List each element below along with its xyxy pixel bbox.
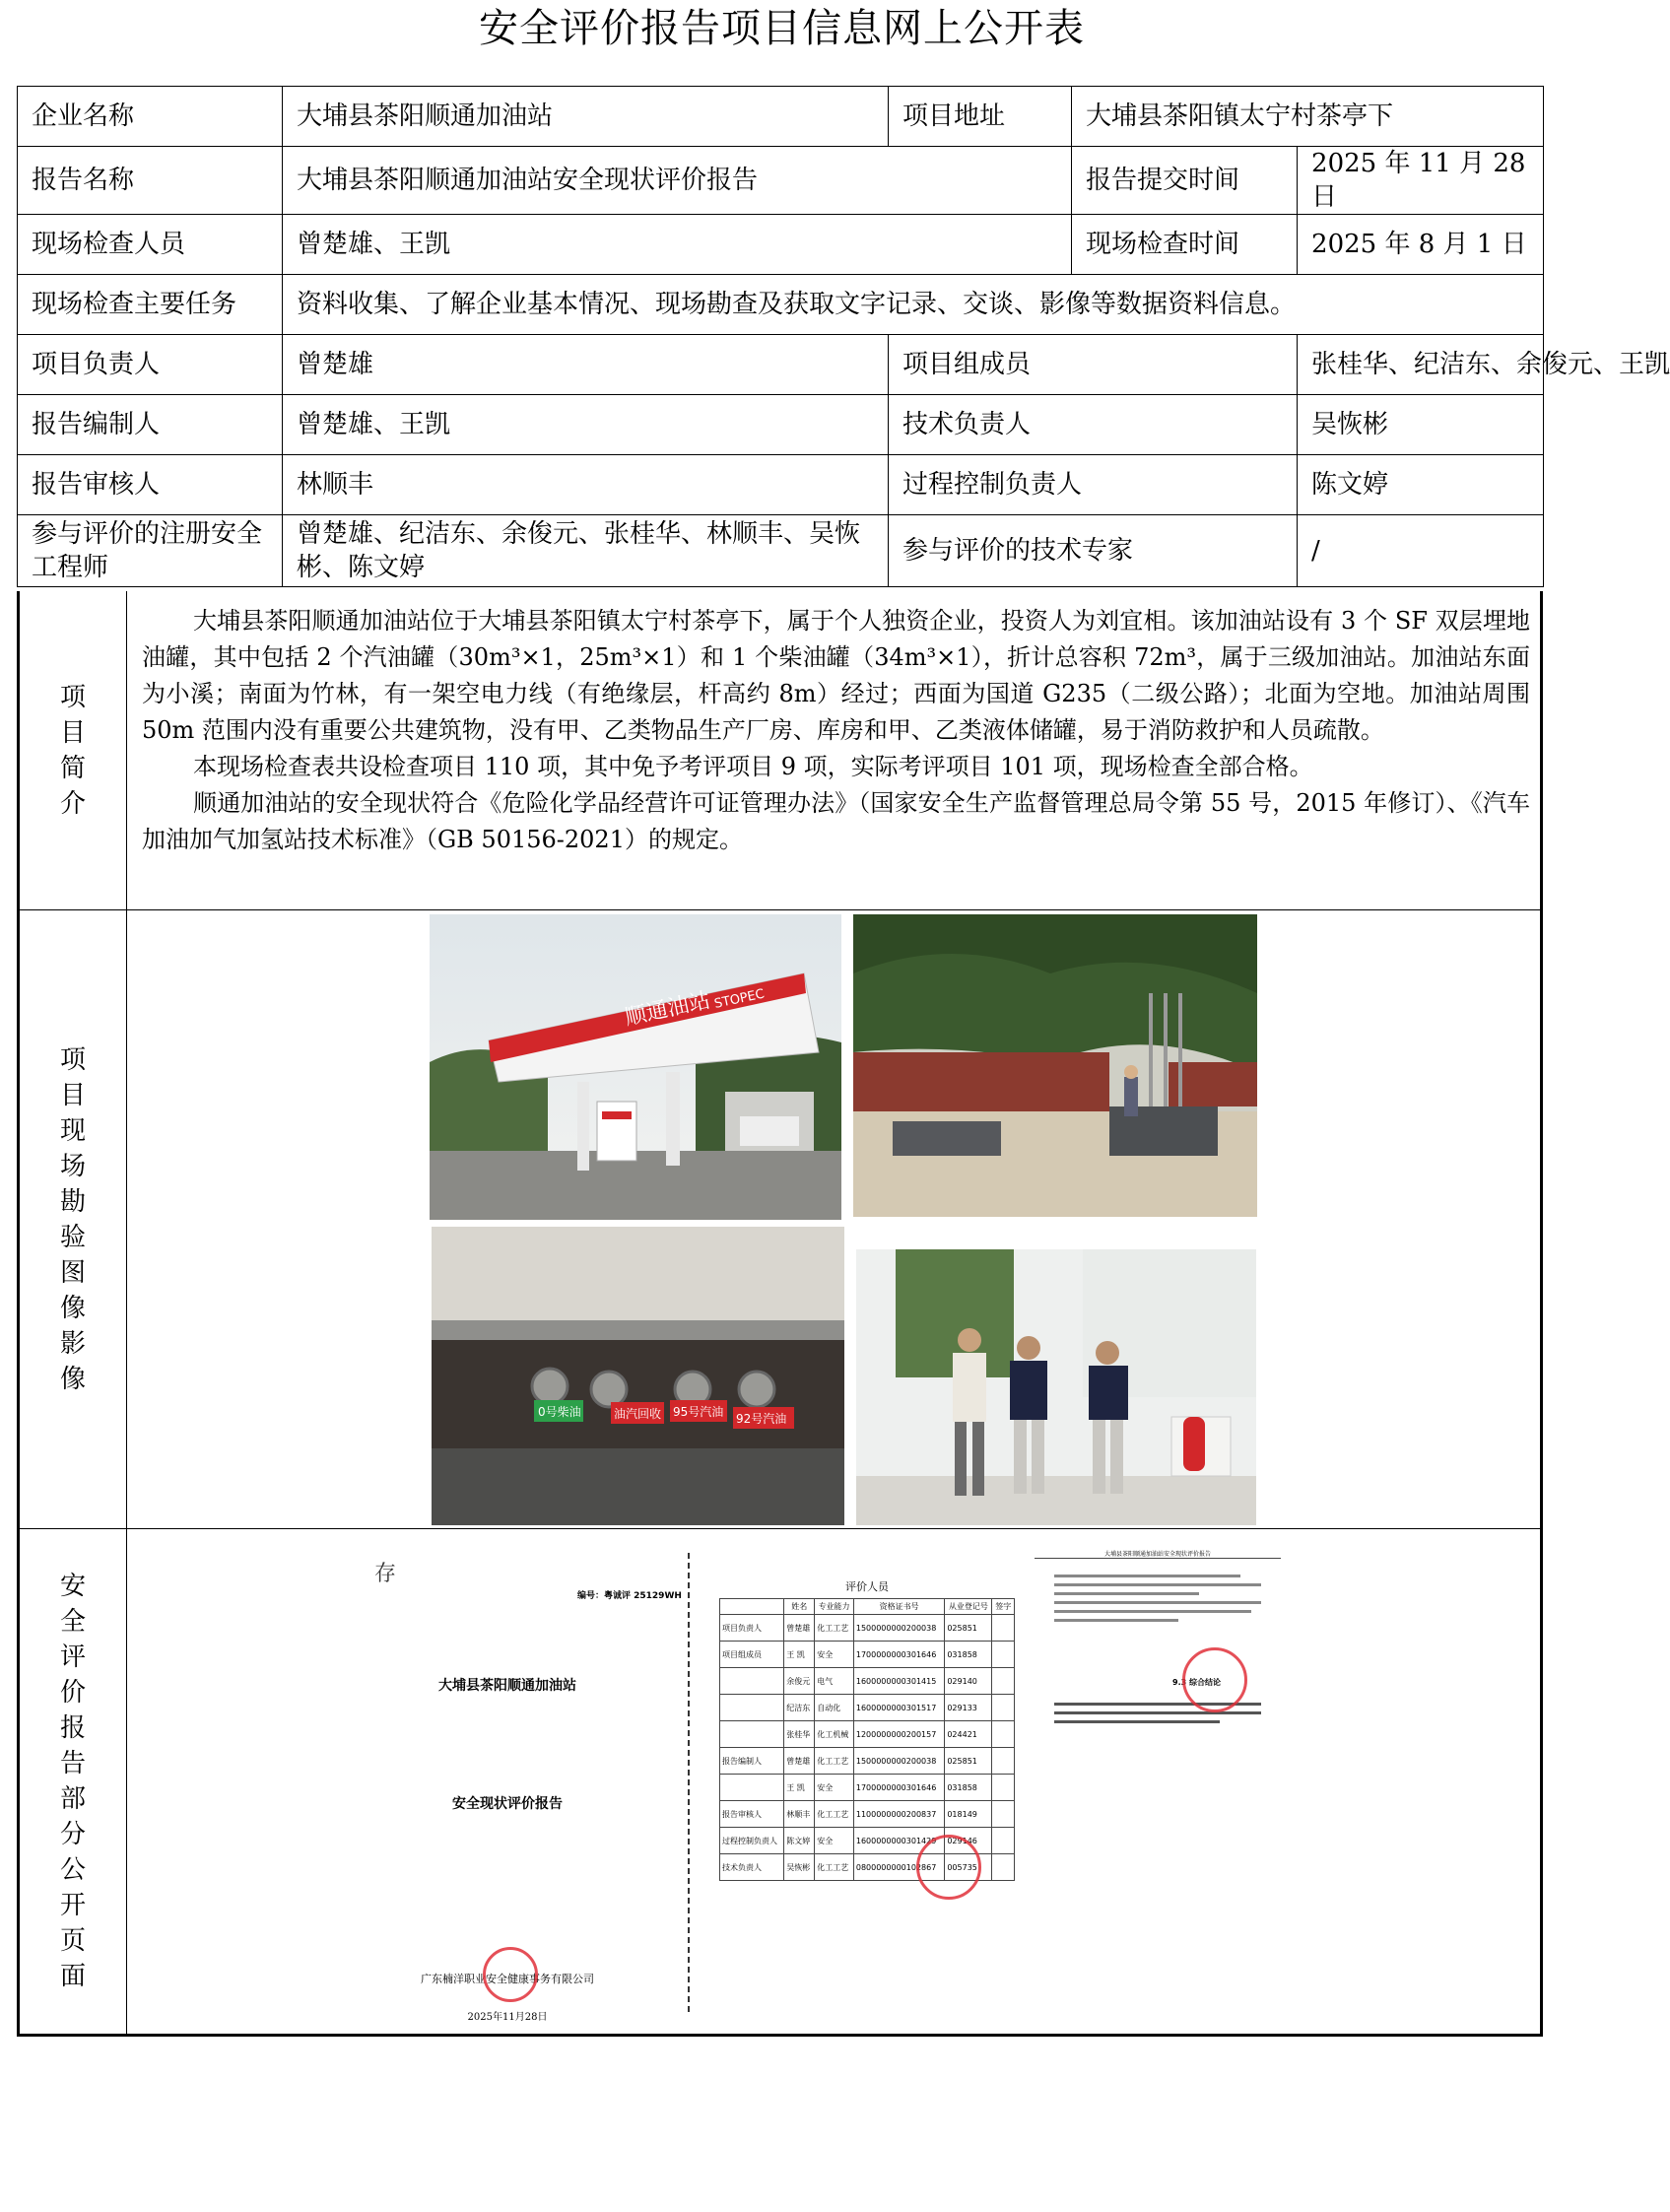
tank-tag: 95号汽油 (673, 1405, 724, 1419)
staff-cell (992, 1828, 1015, 1854)
staff-row (720, 1668, 1015, 1695)
staff-cell: 曾楚雄 (784, 1615, 815, 1642)
photo-staff (856, 1230, 1256, 1525)
address-value: 大埔县茶阳镇太宁村茶亭下 (1072, 87, 1544, 147)
photos-section (17, 910, 1543, 1529)
staff-cell (720, 1695, 784, 1721)
members-label: 项目组成员 (889, 335, 1298, 395)
staff-cell: 化工工艺 (815, 1854, 854, 1881)
staff-cell (992, 1775, 1015, 1801)
members-value: 张桂华、纪洁东、余俊元、王凯 (1298, 335, 1544, 395)
staff-cell: 纪洁东 (784, 1695, 815, 1721)
submit-time-value: 2025 年 11 月 28 日 (1298, 147, 1544, 215)
canopy-en: STOPEC (712, 986, 767, 1012)
staff-cell: 1600000000301517 (853, 1695, 944, 1721)
staff-cell (992, 1615, 1015, 1642)
staff-cell: 1600000000301429 (853, 1828, 944, 1854)
tech-lead-value: 吴恢彬 (1298, 395, 1544, 455)
staff-cell: 化工工艺 (815, 1748, 854, 1775)
staff-header-cell: 姓名 (784, 1599, 815, 1615)
report-section (17, 1529, 1543, 2037)
cover-org: 广东楠洋职业安全健康事务有限公司 (421, 1973, 594, 1985)
staff-cell: 王 凯 (784, 1642, 815, 1668)
address-label: 项目地址 (889, 87, 1072, 147)
staff-row (720, 1695, 1015, 1721)
staff-title: 评价人员 (845, 1580, 889, 1593)
company-value: 大埔县茶阳顺通加油站 (283, 87, 889, 147)
staff-cell: 1200000000200157 (853, 1721, 944, 1748)
intro-paragraph: 顺通加油站的安全现状符合《危险化学品经营许可证管理办法》（国家安全生产监督管理总局令第 55 号，2015 年修订）、《汽车加油加气加氢站技术标准》（GB 50156-2021）的规定。 (142, 789, 1530, 853)
tank-tag: 0号柴油 (538, 1405, 581, 1419)
staff-cell: 1100000000200837 (853, 1801, 944, 1828)
tank-tag: 92号汽油 (736, 1412, 787, 1426)
staff-cell: 029140 (945, 1668, 992, 1695)
tank-tag: 油汽回收 (614, 1407, 662, 1421)
staff-cell: 过程控制负责人 (720, 1828, 784, 1854)
engineers-label: 参与评价的注册安全工程师 (18, 515, 283, 587)
report-staff-page (719, 1578, 1015, 1992)
page-title: 安全评价报告项目信息网上公开表 (479, 6, 1085, 51)
staff-cell (992, 1721, 1015, 1748)
staff-row (720, 1615, 1015, 1642)
staff-cell (992, 1668, 1015, 1695)
conclusion-head: 大埔县茶阳顺通加油站安全现状评价报告 (1035, 1549, 1281, 1559)
staff-cell: 林顺丰 (784, 1801, 815, 1828)
experts-value: / (1298, 515, 1544, 587)
inspectors-value: 曾楚雄、王凯 (283, 215, 1072, 275)
staff-cell: 报告编制人 (720, 1748, 784, 1775)
report-label: 安全评价报告部分公开页面 (20, 1529, 127, 2034)
staff-cell: 王 凯 (784, 1775, 815, 1801)
cover-number: 编号：粤诚评 25129WH (577, 1591, 682, 1601)
reviewer-value: 林顺丰 (283, 455, 889, 515)
staff-cell: 1500000000200038 (853, 1615, 944, 1642)
inspect-time-label: 现场检查时间 (1072, 215, 1298, 275)
staff-cell: 报告审核人 (720, 1801, 784, 1828)
staff-cell (720, 1668, 784, 1695)
intro-paragraph: 本现场检查表共设检查项目 110 项，其中免予考评项目 9 项，实际考评项目 101 项，现场检查全部合格。 (193, 753, 1313, 780)
canopy-brand: 顺通油站 (623, 988, 713, 1031)
staff-header-cell: 资格证书号 (853, 1599, 944, 1615)
staff-row (720, 1642, 1015, 1668)
intro-paragraph: 大埔县茶阳顺通加油站位于大埔县茶阳镇太宁村茶亭下，属于个人独资企业，投资人为刘宜相。该加油站设有 3 个 SF 双层埋地油罐，其中包括 2 个汽油罐（30m³×1，25m³×1）和 1 个柴油罐（34m³×1），折计总容积 72m³，属于三级加油站。加油站东面为小溪；南面为竹林，有一架空电力线（有绝缘层，杆高约 8m）经过；西面为国道 G235（二级公路）；北面为空地。加油站周围 50m 范围内没有重要公共建筑物，没有甲、乙类物品生产厂房、库房和甲、乙类液体储罐，易于消防救护和人员疏散。 (142, 607, 1530, 744)
leader-value: 曾楚雄 (283, 335, 889, 395)
staff-table (719, 1598, 1015, 1881)
process-lead-label: 过程控制负责人 (889, 455, 1298, 515)
experts-label: 参与评价的技术专家 (889, 515, 1298, 587)
staff-cell (992, 1801, 1015, 1828)
staff-cell: 电气 (815, 1668, 854, 1695)
staff-cell: 项目组成员 (720, 1642, 784, 1668)
staff-header-cell: 专业能力 (815, 1599, 854, 1615)
conclusion-lines (1054, 1569, 1261, 1628)
process-lead-value: 陈文婷 (1298, 455, 1544, 515)
staff-cell: 025851 (945, 1615, 992, 1642)
staff-cell: 031858 (945, 1775, 992, 1801)
conclusion-seal (1182, 1647, 1247, 1712)
staff-cell (720, 1775, 784, 1801)
staff-cell: 项目负责人 (720, 1615, 784, 1642)
staff-cell: 安全 (815, 1642, 854, 1668)
inspectors-label: 现场检查人员 (18, 215, 283, 275)
company-seal (483, 1947, 538, 2002)
inspect-time-value: 2025 年 8 月 1 日 (1298, 215, 1544, 275)
staff-row (720, 1801, 1015, 1828)
handwritten-mark: 存 (374, 1562, 397, 1586)
staff-cell: 陈文婷 (784, 1828, 815, 1854)
company-label: 企业名称 (18, 87, 283, 147)
staff-cell (720, 1721, 784, 1748)
staff-cell: 张桂华 (784, 1721, 815, 1748)
report-cover (345, 1553, 690, 2023)
staff-cell: 005735 (945, 1854, 992, 1881)
staff-cell: 化工工艺 (815, 1615, 854, 1642)
photo-canopy (430, 914, 841, 1220)
staff-row (720, 1775, 1015, 1801)
staff-cell: 余俊元 (784, 1668, 815, 1695)
conclusion-title: 9.3 综合结论 (1172, 1678, 1221, 1687)
staff-cell: 吴恢彬 (784, 1854, 815, 1881)
report-conclusion-page (1035, 1549, 1281, 2012)
reviewer-label: 报告审核人 (18, 455, 283, 515)
tech-lead-label: 技术负责人 (889, 395, 1298, 455)
staff-cell: 安全 (815, 1828, 854, 1854)
staff-cell: 0800000000102867 (853, 1854, 944, 1881)
staff-cell: 安全 (815, 1775, 854, 1801)
staff-row (720, 1748, 1015, 1775)
staff-cell: 技术负责人 (720, 1854, 784, 1881)
staff-cell: 自动化 (815, 1695, 854, 1721)
staff-header-cell (720, 1599, 784, 1615)
staff-cell: 化工机械 (815, 1721, 854, 1748)
staff-cell: 029133 (945, 1695, 992, 1721)
report-name-value: 大埔县茶阳顺通加油站安全现状评价报告 (283, 147, 1072, 215)
submit-time-label: 报告提交时间 (1072, 147, 1298, 215)
staff-header-cell: 签字 (992, 1599, 1015, 1615)
task-value: 资料收集、了解企业基本情况、现场勘查及获取文字记录、交谈、影像等数据资料信息。 (283, 275, 1544, 335)
photo-tank-tags (432, 1227, 844, 1525)
staff-cell: 029146 (945, 1828, 992, 1854)
staff-header-cell: 从业登记号 (945, 1599, 992, 1615)
staff-cell (992, 1854, 1015, 1881)
photos-label: 项目现场勘验图像影像 (20, 910, 127, 1528)
cover-subtitle: 安全现状评价报告 (452, 1796, 563, 1812)
staff-cell: 024421 (945, 1721, 992, 1748)
cover-title: 大埔县茶阳顺通加油站 (438, 1678, 576, 1694)
staff-cell: 1600000000301415 (853, 1668, 944, 1695)
staff-cell: 031858 (945, 1642, 992, 1668)
task-label: 现场检查主要任务 (18, 275, 283, 335)
intro-text (142, 603, 1530, 858)
cover-date: 2025年11月28日 (467, 2012, 548, 2023)
staff-cell (992, 1748, 1015, 1775)
staff-cell: 1700000000301646 (853, 1642, 944, 1668)
compiler-label: 报告编制人 (18, 395, 283, 455)
photo-tank-area (853, 914, 1257, 1217)
intro-section (17, 591, 1543, 910)
compiler-value: 曾楚雄、王凯 (283, 395, 889, 455)
leader-label: 项目负责人 (18, 335, 283, 395)
staff-cell: 1500000000200038 (853, 1748, 944, 1775)
info-table (17, 86, 1670, 587)
staff-cell: 曾楚雄 (784, 1748, 815, 1775)
staff-cell (992, 1642, 1015, 1668)
staff-cell (992, 1695, 1015, 1721)
staff-cell: 018149 (945, 1801, 992, 1828)
report-name-label: 报告名称 (18, 147, 283, 215)
staff-cell: 025851 (945, 1748, 992, 1775)
intro-label: 项目简介 (20, 591, 127, 909)
staff-cell: 化工工艺 (815, 1801, 854, 1828)
engineers-value: 曾楚雄、纪洁东、余俊元、张桂华、林顺丰、吴恢彬、陈文婷 (283, 515, 889, 587)
staff-cell: 1700000000301646 (853, 1775, 944, 1801)
staff-row (720, 1721, 1015, 1748)
staff-seal (916, 1835, 981, 1900)
